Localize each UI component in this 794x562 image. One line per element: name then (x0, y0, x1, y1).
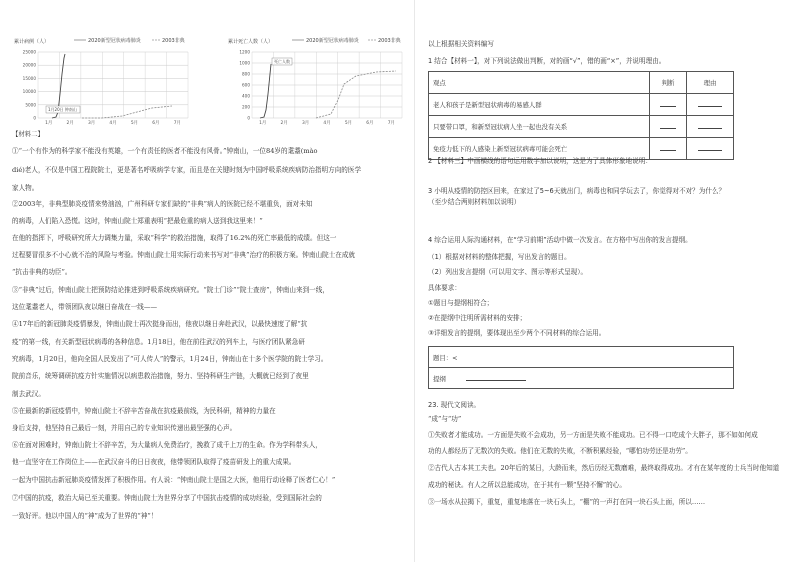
column-divider (414, 0, 415, 562)
annotation-label: 1月20日 钟南山 (48, 107, 77, 112)
paragraph-line: ⑥在面对困难时，钟南山院士不辞辛苦，为大量病人免费治疗，挽救了成千上万的生命。作为学科带头人， (12, 441, 322, 449)
x-tick-label: 7月 (387, 121, 395, 126)
th-viewpoint: 观点 (429, 72, 650, 94)
essay-line: 成功的秘诀。有人之所以总能成功，在于其有一颗“坚持不懈”的心。 (428, 481, 626, 489)
th-judge: 判断 (650, 72, 687, 94)
x-tick-label: 2月 (280, 121, 288, 126)
question-4: 4 综合运用人际沟通材料，在“学习前期”活动中做一次发言。在方格中写出你的发言提纲。 (428, 236, 692, 244)
chart-ylabel: 累计死亡人数（人） (228, 39, 274, 45)
requirement-1: ①题目与提纲相符合； (428, 299, 494, 307)
chart-cases (12, 34, 192, 126)
y-tick-label: 25000 (22, 49, 36, 55)
judgement-table (428, 71, 734, 160)
reason-blank[interactable] (687, 116, 734, 138)
chart-deaths (226, 34, 406, 126)
x-tick-label: 4月 (323, 121, 331, 126)
y-tick-label: 800 (242, 71, 250, 77)
paragraph-line: ①“一个有作为的科学家不能没有英雄，一个有责任的医者不能没有风骨。”钟南山，一位84岁的耄耋(mào (12, 147, 318, 155)
essay-title: “成”与“功” (428, 415, 462, 423)
annotation-label: 死亡人数 (274, 59, 290, 64)
paragraph-line: dié)老人，不仅是中国工程院院士，更是著名呼吸病学专家，而且是在关键时刻为中国呼吸系统疾病防治指明方向的医学 (12, 166, 362, 174)
paragraph-line: 一致好评。他以中国人的“神”成为了世界的“神”！ (12, 512, 158, 520)
paragraph-line: 家人物。 (12, 184, 39, 192)
y-tick-label: 1000 (239, 60, 250, 66)
paragraph-line: 的病毒，人们陷入恐慌。这时，钟南山院士郑重表明“把最危重的病人送到我这里来！” (12, 217, 263, 225)
th-reason: 理由 (687, 72, 734, 94)
series-2003 (316, 71, 396, 118)
paragraph-line: 过程要冒很多不小心就不治的风险与考验。钟南山院士用实际行动来书写对“非典”治疗的积极方案。钟南山院士在成就 (12, 251, 356, 259)
requirement-2: ②在提纲中注明所需材料的安排； (428, 314, 527, 322)
y-tick-label: 0 (247, 115, 250, 121)
paragraph-line: 这位耄耋老人，带领团队夜以继日奋战在一线—— (12, 303, 158, 311)
essay-line: 功的人都经历了无数次的失败。他们在无数的失败，不断积累经验，“哪怕功劳还是功劳”。 (428, 447, 692, 455)
y-tick-label: 600 (242, 82, 250, 88)
reason-blank[interactable] (687, 94, 734, 116)
x-tick-label: 1月 (259, 121, 267, 126)
question-4-2: （2）列出发言提纲（可以用文字、图示等形式呈现）。 (428, 268, 588, 276)
source-note: 以上根据相关资料编写 (428, 40, 494, 48)
x-tick-label: 7月 (173, 121, 181, 126)
row-viewpoint: 免疫力低下的人感染上新型冠状病毒可能会死亡 (429, 138, 650, 160)
paragraph-line: ⑤在最新的新冠疫情中，钟南山院士不辞辛苦奋战在抗疫最前线，为民科研，精神的力量在 (12, 407, 276, 415)
paragraph-line: 制去武汉。 (12, 390, 45, 398)
judge-blank[interactable] (650, 94, 687, 116)
x-tick-label: 5月 (344, 121, 353, 126)
section-title: 23. 现代文阅读。 (428, 401, 481, 409)
paragraph-line: 院前音乐，统筹调研抗疫方针实施情况以病患救治措施，努力、坚持科研生产链，大概就已经到了夜里 (12, 372, 309, 380)
legend-b: 2003非典 (162, 38, 185, 44)
y-tick-label: 0 (33, 115, 36, 121)
requirement-3: ③详细发言的提纲，要体现出至少两个不同材料的综合运用。 (428, 329, 606, 337)
paragraph-line: 疫”的第一线，有关新型冠状病毒的各种信息。1月18日，他在前往武汉的列车上，与医疗团队紧急研 (12, 338, 305, 346)
x-tick-label: 1月 (45, 121, 53, 126)
paragraph-line: ②2003年，非典型肺炎疫情来势汹汹，广州科研专家们缺的“非典”病人的医院已经不堪重负，面对未知 (12, 200, 313, 208)
question-3-note: （至少结合两则材料加以说明） (428, 198, 521, 206)
speech-title-cell[interactable] (429, 347, 734, 368)
paragraph-line: “抗击非典的功臣”。 (12, 268, 72, 276)
x-tick-label: 6月 (366, 121, 374, 126)
question-1: 1 结合【材料一】，对下列说法做出判断，对的画“√”，错的画“×”，并说明理由。 (428, 57, 666, 65)
paragraph-line: ⑦中国的抗疫，救治大局已至关重要。钟南山院士为世界分享了中国抗击疫情的成功经验，受到国际社会的 (12, 494, 322, 502)
legend-b: 2003非典 (378, 38, 401, 44)
y-tick-label: 10000 (22, 89, 36, 95)
paragraph-line: 一起为中国抗击新冠肺炎疫情发挥了积极作用。有人说：“钟南山院士是国之大医，他用行动诠释了医者仁心！” (12, 476, 336, 484)
essay-line: ①失败者才能成功。一方面是失败不会成功，另一方面是失败不能成功。已不得一口吃成个大胖子，那不如如何成 (428, 431, 758, 439)
legend-a: 2020新型冠状病毒肺炎 (88, 38, 141, 44)
x-tick-label: 3月 (301, 121, 310, 126)
requirements-title: 具体要求： (428, 284, 461, 292)
x-tick-label: 2月 (66, 121, 74, 126)
y-tick-label: 15000 (22, 75, 36, 81)
speech-title-label: 题目：< (433, 353, 458, 362)
y-tick-label: 200 (242, 104, 250, 110)
paragraph-line: 身后支持，他坚持自己最后一刻，并用自己的专业知识传递出最坚强的心声。 (12, 424, 237, 432)
material-title: 【材料二】 (12, 130, 44, 138)
judge-blank[interactable] (650, 116, 687, 138)
y-tick-label: 400 (242, 93, 250, 99)
paragraph-line: ③“非典”过后，钟南山院士把预防结论推进到呼吸系统疾病研究。“院士门诊”“院士查房”，钟南山来到一线， (12, 286, 329, 294)
essay-line: ②古代人古本其工夫也。20年后的某日，大龄而来，然后历经无数磨难，最终取得成功。才有在某年度的士兵当时他知道 (428, 464, 780, 472)
question-4-1: （1）根据对材料的整体把握，写出发言的题目。 (428, 253, 571, 261)
x-tick-label: 3月 (87, 121, 96, 126)
question-3: 3 小明从疫情的防控区回来，在家过了5~6天就出门，病毒也和同学玩去了，你觉得对不对？为什么？ (428, 187, 726, 195)
y-tick-label: 1200 (239, 49, 250, 55)
paragraph-line: 在他的指挥下，呼吸研究所大力调集力量，采取“科学”的救治措施，取得了16.2%的死亡率最低的成绩。但这一 (12, 234, 337, 242)
chart-cases-svg (12, 34, 192, 126)
legend-a: 2020新型冠状病毒肺炎 (306, 38, 359, 44)
question-2: 2 【材料三】中画横线的语句运用数字加以说明，这是为了具体形象地说明： (428, 157, 652, 165)
speech-outline-cell[interactable] (429, 368, 734, 389)
x-tick-label: 5月 (130, 121, 139, 126)
paragraph-line: 究病毒，1月20日，他向全国人民发出了“可人传人”的警示，1月24日，钟南山在十多个医学院的院士学习。 (12, 355, 328, 363)
chart-deaths-svg (226, 34, 406, 126)
series-2020 (260, 64, 271, 118)
paragraph-line: ④17年后的新冠肺炎疫情暴发，钟南山院士再次挺身而出，他夜以继日奔赴武汉，以最快速度了解“抗 (12, 320, 308, 328)
x-tick-label: 4月 (109, 121, 117, 126)
y-tick-label: 5000 (25, 102, 36, 108)
paragraph-line: 他一直坚守在工作岗位上——在武汉奋斗的日日夜夜，他带领团队取得了疫苗研发上的重大成果。 (12, 458, 296, 466)
speech-outline-label: 提纲 (433, 374, 446, 383)
essay-line: ③一场水从拉揭下，重复，重复地落在一块石头上，“棚”的一声打在同一块石头上面，所以…… (428, 498, 706, 506)
row-viewpoint: 老人和孩子是新型冠状病毒的易感人群 (429, 94, 650, 116)
row-viewpoint: 只要带口罩，和新型冠状病人坐一起也没有关系 (429, 116, 650, 138)
x-tick-label: 6月 (152, 121, 160, 126)
series-2003 (82, 106, 172, 118)
speech-outline-table (428, 346, 734, 389)
y-tick-label: 20000 (22, 62, 36, 68)
chart-ylabel: 累计病例（人） (14, 39, 50, 45)
